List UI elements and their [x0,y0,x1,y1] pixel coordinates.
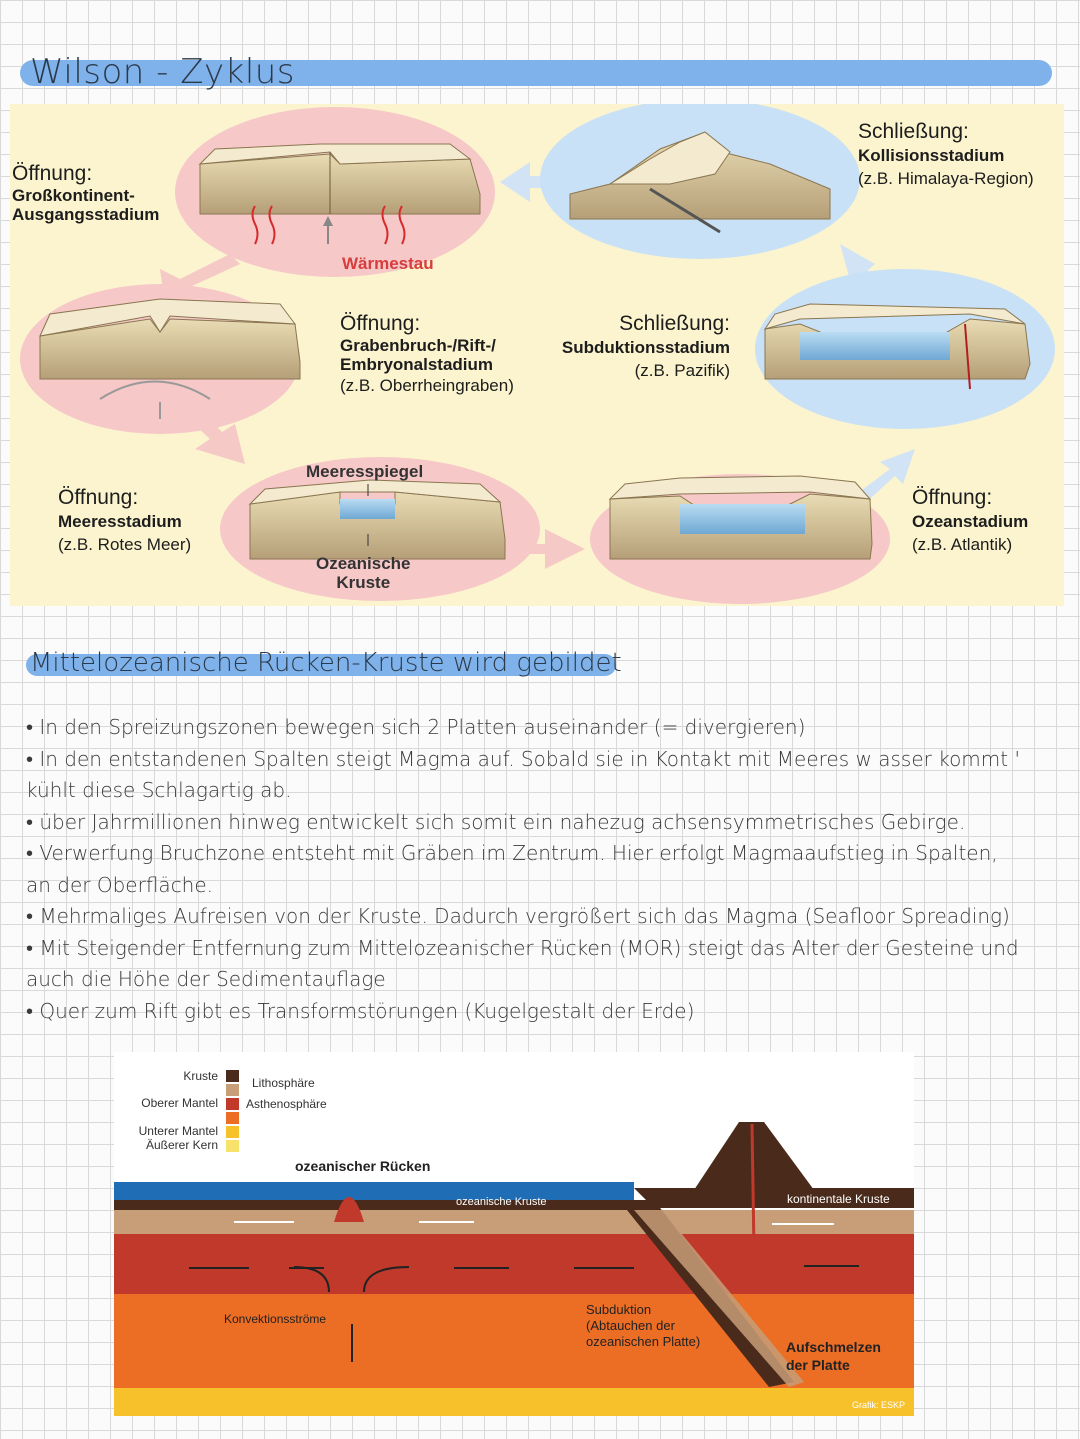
bullet-list [26,712,1026,1027]
stage5-name: Subduktionsstadium [561,337,730,357]
stage6-head: Schließung: [858,120,969,143]
stage1-note: Wärmestau [342,254,434,273]
stage3-head: Öffnung: [58,486,139,509]
oceanic-crust-label: Ozeanische Kruste [316,554,411,593]
subduction-label: Subduktion (Abtauchen der ozeanischen Platte) [586,1302,701,1349]
bullet-item: • Mit Steigender Entfernung zum Mittelozeanischer Rücken (MOR) steigt das Alter der Gesteine und auch die Höhe der Sedimentauflage [26,935,1019,991]
stage2-label [340,312,514,395]
stage3-name: Meeresstadium [58,511,182,531]
stage2-name: Grabenbruch-/Rift-/ Embryonalstadium [340,335,496,374]
stage4-name: Ozeanstadium [912,511,1029,531]
stage4-example: (z.B. Atlantik) [912,534,1013,554]
stage3-example: (z.B. Rotes Meer) [58,534,192,554]
bullet-item: • Quer zum Rift gibt es Transformstörungen (Kugelgestalt der Erde) [26,998,695,1023]
sea-level-label: Meeresspiegel [306,462,424,481]
bullet-item: • In den entstandenen Spalten steigt Magma auf. Sobald sie in Kontakt mit Meeres w asser kommt ' kühlt diese Schlagartig ab. [26,746,1020,802]
bullet-item: • In den Spreizungszonen bewegen sich 2 Platten auseinander (= divergieren) [26,715,806,739]
stage4-label [912,486,1028,554]
stage3-label [58,486,191,554]
stage1-name: Großkontinent- Ausgangsstadium [12,185,160,224]
stage5-head: Schließung: [619,312,730,335]
subduction-diagram [114,1052,914,1416]
stage2-head: Öffnung: [340,312,421,335]
graphic-credit: Grafik: ESKP [852,1400,906,1410]
melting-label: Aufschmelzen der Platte [786,1339,881,1373]
page-title: Wilson - Zyklus [30,52,296,92]
section-title: Mittelozeanische Rücken-Kruste wird gebildet [30,648,622,678]
oceanic-crust-label: ozeanische Kruste [456,1196,547,1208]
bullet-item: • Verwerfung Bruchzone entsteht mit Gräben im Zentrum. Hier erfolgt Magmaaufstieg in Spalten, an der Oberfläche. [26,841,998,897]
bullet-item: • über Jahrmillionen hinweg entwickelt sich somit ein nahezug achsensymmetrisches Gebirge. [26,809,966,834]
stage5-label [542,312,730,380]
legend-oberer-mantel: Oberer Mantel [141,1096,218,1110]
wilson-cycle-diagram [10,104,1064,606]
stage4-head: Öffnung: [912,486,993,509]
convection-label: Konvektionsströme [224,1312,327,1326]
continental-crust-label: kontinentale Kruste [787,1192,890,1206]
stage1-label [12,162,159,224]
stage5-example: (z.B. Pazifik) [634,360,730,380]
stage2-example: (z.B. Oberrheingraben) [340,375,514,395]
stage6-example: (z.B. Himalaya-Region) [858,168,1034,188]
legend-unterer-mantel: Unterer Mantel [138,1124,218,1138]
legend-kruste: Kruste [183,1069,218,1083]
stage6-name: Kollisionsstadium [858,145,1005,165]
stage6-label [858,120,1034,188]
legend-lithosphaere: Lithosphäre [252,1076,315,1090]
stage1-head: Öffnung: [12,162,93,185]
bullet-item: • Mehrmaliges Aufreisen von der Kruste. Dadurch vergrößert sich das Magma (Seafloor Spreading) [26,904,1010,928]
ridge-label: ozeanischer Rücken [295,1158,431,1174]
legend-aeusserer-kern: Äußerer Kern [145,1138,218,1152]
legend-asthenosphaere: Asthenosphäre [246,1097,327,1111]
